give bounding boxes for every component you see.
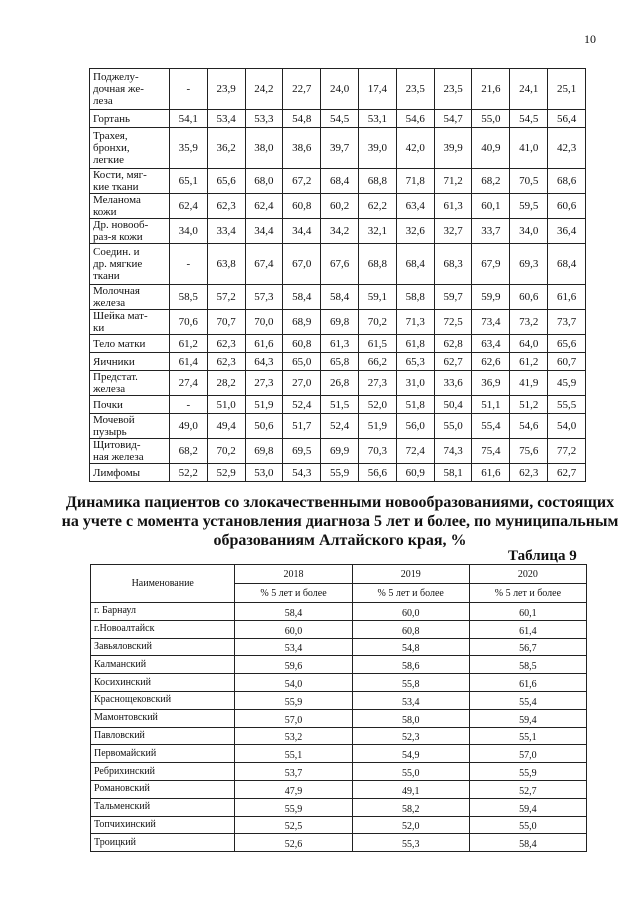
table-cell: 54,0: [235, 674, 352, 692]
table-cell: 65,1: [169, 169, 207, 194]
table-cell: 52,2: [169, 464, 207, 482]
row-label: Шейка мат- ки: [90, 310, 170, 335]
table-cell: 55,8: [352, 674, 469, 692]
header-sub: % 5 лет и более: [352, 584, 469, 603]
table-cell: 68,8: [359, 169, 397, 194]
table-cell: 57,2: [207, 285, 245, 310]
table-row: [90, 244, 586, 285]
table-cell: 32,1: [359, 219, 397, 244]
municipality-name: Мамонтовский: [91, 709, 235, 727]
table-cell: 61,8: [396, 335, 434, 353]
table-cell: 54,9: [352, 745, 469, 763]
table-cell: 32,7: [434, 219, 472, 244]
table-cell: 55,4: [469, 691, 586, 709]
table-cell: 21,6: [472, 69, 510, 110]
row-label: Тело матки: [90, 335, 170, 353]
table-cell: 61,3: [434, 194, 472, 219]
table-cell: 55,1: [469, 727, 586, 745]
table-cell: 39,7: [321, 128, 359, 169]
table-cell: 71,3: [396, 310, 434, 335]
table-row: [91, 620, 587, 638]
table-cell: 61,6: [472, 464, 510, 482]
table-cell: 77,2: [548, 439, 586, 464]
table-cell: 62,3: [207, 194, 245, 219]
table-row: [91, 763, 587, 781]
table-row: [90, 110, 586, 128]
table-cell: 54,6: [510, 414, 548, 439]
table-cell: 62,4: [245, 194, 283, 219]
table-cell: 55,0: [472, 110, 510, 128]
table-cell: 58,5: [469, 656, 586, 674]
table-cell: 61,4: [469, 620, 586, 638]
table-cell: 54,1: [169, 110, 207, 128]
table-cell: 68,2: [169, 439, 207, 464]
municipality-name: Троицкий: [91, 834, 235, 852]
table-cell: 51,1: [472, 396, 510, 414]
table-cell: 58,5: [169, 285, 207, 310]
table-cell: 34,4: [245, 219, 283, 244]
table-cell: 23,5: [396, 69, 434, 110]
table-row: [91, 745, 587, 763]
table-cell: 25,1: [548, 69, 586, 110]
table-row: [91, 798, 587, 816]
table-cell: 42,0: [396, 128, 434, 169]
table-cell: 55,5: [548, 396, 586, 414]
table-cell: 41,9: [510, 371, 548, 396]
table-cell: 73,2: [510, 310, 548, 335]
table-cell: 53,1: [359, 110, 397, 128]
table-row: [91, 656, 587, 674]
municipality-name: Ребрихинский: [91, 763, 235, 781]
table-cell: 67,0: [283, 244, 321, 285]
table-cell: 57,3: [245, 285, 283, 310]
row-label: Меланома кожи: [90, 194, 170, 219]
table-cell: 62,3: [510, 464, 548, 482]
table-cell: 64,3: [245, 353, 283, 371]
table-cell: 60,8: [283, 335, 321, 353]
table-cell: -: [169, 69, 207, 110]
table-cell: 50,6: [245, 414, 283, 439]
table-cell: 51,2: [510, 396, 548, 414]
table-cell: 60,2: [321, 194, 359, 219]
table-row: [91, 816, 587, 834]
table-cell: 68,4: [548, 244, 586, 285]
table-cell: 60,8: [352, 620, 469, 638]
table-cell: 61,2: [169, 335, 207, 353]
table-cell: 53,3: [245, 110, 283, 128]
table-cell: 53,4: [352, 691, 469, 709]
table-cell: 52,5: [235, 816, 352, 834]
table-cell: 62,8: [434, 335, 472, 353]
table-cell: 52,7: [469, 780, 586, 798]
row-label: Почки: [90, 396, 170, 414]
table-cell: 60,1: [469, 603, 586, 621]
table-cell: 33,4: [207, 219, 245, 244]
table-cell: 62,7: [548, 464, 586, 482]
table-cell: 27,4: [169, 371, 207, 396]
table-row: [91, 727, 587, 745]
table-cell: 61,6: [548, 285, 586, 310]
municipality-name: Тальменский: [91, 798, 235, 816]
table-cell: 51,8: [396, 396, 434, 414]
table-cell: 54,3: [283, 464, 321, 482]
header-name: Наименование: [91, 565, 235, 603]
table-cell: 68,0: [245, 169, 283, 194]
table-cell: 38,0: [245, 128, 283, 169]
table-row: [91, 834, 587, 852]
table-row: [90, 335, 586, 353]
table-row: [91, 691, 587, 709]
table-cell: 51,0: [207, 396, 245, 414]
municipality-name: Косихинский: [91, 674, 235, 692]
table-cell: 63,4: [472, 335, 510, 353]
row-label: Яичники: [90, 353, 170, 371]
table-row: [91, 780, 587, 798]
table-cell: 24,0: [321, 69, 359, 110]
table-cell: 24,1: [510, 69, 548, 110]
table-cell: 52,4: [321, 414, 359, 439]
table-cell: 55,3: [352, 834, 469, 852]
table-row: [91, 638, 587, 656]
table-cell: 59,5: [510, 194, 548, 219]
table-cell: 70,2: [207, 439, 245, 464]
table-cell: 52,0: [352, 816, 469, 834]
table-row: [90, 69, 586, 110]
table-cell: 60,7: [548, 353, 586, 371]
table-cell: 65,0: [283, 353, 321, 371]
table-cell: 58,8: [396, 285, 434, 310]
table-cell: 70,6: [169, 310, 207, 335]
table-cell: 60,6: [548, 194, 586, 219]
table-cell: 54,6: [396, 110, 434, 128]
table-cell: 59,4: [469, 709, 586, 727]
municipality-name: г.Новоалтайск: [91, 620, 235, 638]
table-cell: 55,0: [434, 414, 472, 439]
table-cell: 41,0: [510, 128, 548, 169]
table-cell: 60,6: [510, 285, 548, 310]
table-cell: 54,8: [352, 638, 469, 656]
table-cell: 60,0: [235, 620, 352, 638]
table-cell: 49,0: [169, 414, 207, 439]
table-cell: 62,6: [472, 353, 510, 371]
table-cell: 71,8: [396, 169, 434, 194]
table-cell: 69,8: [321, 310, 359, 335]
table-cell: 53,4: [207, 110, 245, 128]
row-label: Соедин. и др. мягкие ткани: [90, 244, 170, 285]
municipality-name: Калманский: [91, 656, 235, 674]
table-cell: 49,1: [352, 780, 469, 798]
table-cell: 58,2: [352, 798, 469, 816]
header-year: 2019: [352, 565, 469, 584]
row-label: Лимфомы: [90, 464, 170, 482]
table-cell: 58,1: [434, 464, 472, 482]
table-cell: 65,6: [548, 335, 586, 353]
table-cell: 69,9: [321, 439, 359, 464]
header-sub: % 5 лет и более: [235, 584, 352, 603]
table-cell: 32,6: [396, 219, 434, 244]
table-cell: 60,1: [472, 194, 510, 219]
table-cell: 69,5: [283, 439, 321, 464]
table-cell: 70,0: [245, 310, 283, 335]
table-cell: 72,4: [396, 439, 434, 464]
table-cell: 52,3: [352, 727, 469, 745]
table-cell: 52,4: [283, 396, 321, 414]
table-cell: 58,4: [321, 285, 359, 310]
row-label: Гортань: [90, 110, 170, 128]
table-cell: 22,7: [283, 69, 321, 110]
table-row: [90, 414, 586, 439]
table-cell: 60,8: [283, 194, 321, 219]
table-cell: 47,9: [235, 780, 352, 798]
table-cell: 62,4: [169, 194, 207, 219]
header-year: 2018: [235, 565, 352, 584]
table-cell: 70,3: [359, 439, 397, 464]
table-cell: 39,0: [359, 128, 397, 169]
municipality-name: Топчихинский: [91, 816, 235, 834]
table-cell: 58,4: [283, 285, 321, 310]
table-cell: 65,6: [207, 169, 245, 194]
table-cell: 67,9: [472, 244, 510, 285]
table-cell: 34,0: [510, 219, 548, 244]
table-cell: -: [169, 396, 207, 414]
table-cell: 60,0: [352, 603, 469, 621]
table-row: [90, 194, 586, 219]
row-label: Молочная железа: [90, 285, 170, 310]
table-cell: 34,4: [283, 219, 321, 244]
table-cell: 61,6: [245, 335, 283, 353]
table-cell: 59,9: [472, 285, 510, 310]
table-cell: 60,9: [396, 464, 434, 482]
table-cell: 34,2: [321, 219, 359, 244]
table-cell: 55,9: [235, 691, 352, 709]
table-cell: 65,8: [321, 353, 359, 371]
table-cell: 68,8: [359, 244, 397, 285]
table-cell: 58,4: [235, 603, 352, 621]
table-cell: 67,4: [245, 244, 283, 285]
table-cell: 52,6: [235, 834, 352, 852]
table-cell: 72,5: [434, 310, 472, 335]
row-label: Щитовид- ная железа: [90, 439, 170, 464]
table-cell: 59,4: [469, 798, 586, 816]
table-cell: 57,0: [235, 709, 352, 727]
table-cell: 69,3: [510, 244, 548, 285]
row-label: Трахея, бронхи, легкие: [90, 128, 170, 169]
table-cell: 39,9: [434, 128, 472, 169]
table-cell: 55,0: [352, 763, 469, 781]
table-cell: 68,4: [396, 244, 434, 285]
table-cell: 55,1: [235, 745, 352, 763]
table-row: [91, 709, 587, 727]
table-cell: 62,7: [434, 353, 472, 371]
survival-by-site-table: [89, 68, 586, 482]
table-cell: 75,4: [472, 439, 510, 464]
municipality-name: Павловский: [91, 727, 235, 745]
table-row: [90, 169, 586, 194]
table-cell: 73,4: [472, 310, 510, 335]
caption-line-1: Динамика пациентов со злокачественными новообразованиями, состоящих: [65, 494, 615, 511]
table-row: [90, 219, 586, 244]
table-cell: 52,9: [207, 464, 245, 482]
table-cell: 58,6: [352, 656, 469, 674]
row-label: Предстат. железа: [90, 371, 170, 396]
table-cell: 58,0: [352, 709, 469, 727]
table-cell: 56,0: [396, 414, 434, 439]
table-cell: 51,7: [283, 414, 321, 439]
table-cell: 51,9: [245, 396, 283, 414]
table-cell: 56,7: [469, 638, 586, 656]
table-cell: 45,9: [548, 371, 586, 396]
table-caption: [60, 493, 620, 550]
table-cell: 51,9: [359, 414, 397, 439]
table-cell: 57,0: [469, 745, 586, 763]
table-cell: 42,3: [548, 128, 586, 169]
table-row: [90, 464, 586, 482]
table-cell: 62,3: [207, 353, 245, 371]
table-cell: -: [169, 244, 207, 285]
table-cell: 54,8: [283, 110, 321, 128]
table-cell: 38,6: [283, 128, 321, 169]
table-cell: 69,8: [245, 439, 283, 464]
table-row: [90, 285, 586, 310]
table-cell: 56,6: [359, 464, 397, 482]
table-cell: 40,9: [472, 128, 510, 169]
table-cell: 66,2: [359, 353, 397, 371]
table-row: [90, 128, 586, 169]
table-cell: 64,0: [510, 335, 548, 353]
row-label: Др. новооб- раз-я кожи: [90, 219, 170, 244]
table-cell: 33,6: [434, 371, 472, 396]
municipality-name: Краснощековский: [91, 691, 235, 709]
table-cell: 53,4: [235, 638, 352, 656]
table-cell: 55,9: [469, 763, 586, 781]
table-cell: 67,2: [283, 169, 321, 194]
table-cell: 53,7: [235, 763, 352, 781]
table-cell: 58,4: [469, 834, 586, 852]
table-cell: 33,7: [472, 219, 510, 244]
table-cell: 61,3: [321, 335, 359, 353]
table-row: [90, 353, 586, 371]
table-cell: 56,4: [548, 110, 586, 128]
table-row: [91, 674, 587, 692]
table-cell: 17,4: [359, 69, 397, 110]
table-row: [91, 603, 587, 621]
municipality-name: Первомайский: [91, 745, 235, 763]
table-cell: 54,5: [321, 110, 359, 128]
table-cell: 61,2: [510, 353, 548, 371]
table-cell: 55,9: [321, 464, 359, 482]
table-cell: 53,0: [245, 464, 283, 482]
row-label: Мочевой пузырь: [90, 414, 170, 439]
table-cell: 35,9: [169, 128, 207, 169]
caption-line-2: на учете с момента установления диагноза 5 лет и более, по муниципальным: [61, 513, 619, 530]
table-cell: 52,0: [359, 396, 397, 414]
table-cell: 59,7: [434, 285, 472, 310]
page-number: 10: [584, 32, 596, 46]
table-cell: 70,2: [359, 310, 397, 335]
table-cell: 24,2: [245, 69, 283, 110]
table-cell: 68,2: [472, 169, 510, 194]
table-cell: 27,3: [359, 371, 397, 396]
table-cell: 55,0: [469, 816, 586, 834]
table-cell: 34,0: [169, 219, 207, 244]
table-cell: 28,2: [207, 371, 245, 396]
table-cell: 68,3: [434, 244, 472, 285]
municipality-name: Завьяловский: [91, 638, 235, 656]
caption-line-3: образованиям Алтайского края, %: [213, 532, 467, 549]
table-cell: 73,7: [548, 310, 586, 335]
table-cell: 59,6: [235, 656, 352, 674]
table-cell: 23,9: [207, 69, 245, 110]
table-row: [90, 371, 586, 396]
header-sub: % 5 лет и более: [469, 584, 586, 603]
table-cell: 23,5: [434, 69, 472, 110]
table-cell: 61,5: [359, 335, 397, 353]
header-year: 2020: [469, 565, 586, 584]
table-cell: 59,1: [359, 285, 397, 310]
table-cell: 63,8: [207, 244, 245, 285]
table-cell: 26,8: [321, 371, 359, 396]
table-cell: 61,4: [169, 353, 207, 371]
municipality-name: г. Барнаул: [91, 603, 235, 621]
table-cell: 70,7: [207, 310, 245, 335]
table-cell: 49,4: [207, 414, 245, 439]
table-number: Таблица 9: [508, 548, 577, 564]
table-cell: 36,9: [472, 371, 510, 396]
row-label: Поджелу- дочная же- леза: [90, 69, 170, 110]
table-cell: 36,2: [207, 128, 245, 169]
table-cell: 54,0: [548, 414, 586, 439]
table-cell: 51,5: [321, 396, 359, 414]
table-cell: 31,0: [396, 371, 434, 396]
table-cell: 36,4: [548, 219, 586, 244]
table-cell: 71,2: [434, 169, 472, 194]
table-cell: 62,3: [207, 335, 245, 353]
table-cell: 62,2: [359, 194, 397, 219]
row-label: Кости, мяг- кие ткани: [90, 169, 170, 194]
table-cell: 61,6: [469, 674, 586, 692]
table-cell: 70,5: [510, 169, 548, 194]
table-cell: 27,0: [283, 371, 321, 396]
table-cell: 53,2: [235, 727, 352, 745]
table-cell: 55,4: [472, 414, 510, 439]
table-cell: 68,9: [283, 310, 321, 335]
municipality-name: Романовский: [91, 780, 235, 798]
table-cell: 54,5: [510, 110, 548, 128]
table-cell: 54,7: [434, 110, 472, 128]
table-cell: 63,4: [396, 194, 434, 219]
table-row: [90, 439, 586, 464]
table-cell: 27,3: [245, 371, 283, 396]
table-cell: 68,6: [548, 169, 586, 194]
table-row: [90, 310, 586, 335]
municipal-dynamics-table: [90, 564, 587, 852]
table-cell: 65,3: [396, 353, 434, 371]
table-row: [90, 396, 586, 414]
table-cell: 67,6: [321, 244, 359, 285]
table-cell: 74,3: [434, 439, 472, 464]
table-cell: 75,6: [510, 439, 548, 464]
table-cell: 50,4: [434, 396, 472, 414]
table-cell: 55,9: [235, 798, 352, 816]
table-cell: 68,4: [321, 169, 359, 194]
